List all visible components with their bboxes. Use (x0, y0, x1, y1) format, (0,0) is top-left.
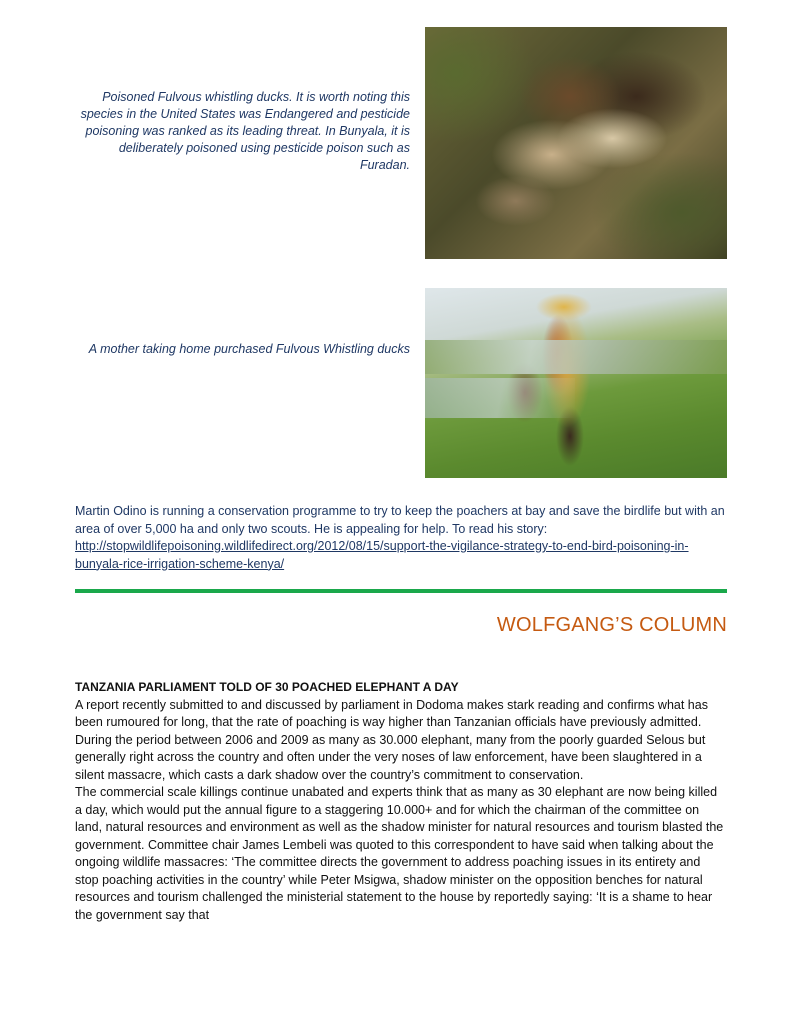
photo-caption-mother-with-ducks: A mother taking home purchased Fulvous Whistling ducks (88, 342, 410, 356)
intro-paragraph (75, 503, 727, 573)
article-headline: TANZANIA PARLIAMENT TOLD OF 30 POACHED ELEPHANT A DAY (75, 680, 459, 694)
article-paragraph: A report recently submitted to and discussed by parliament in Dodoma makes stark reading and confirms what has been rumoured for long, that the rate of poaching is way higher than Tanzanian officials have previously admitted. (75, 697, 708, 729)
article (75, 679, 727, 924)
intro-text: Martin Odino is running a conservation programme to try to keep the poachers at bay and save the birdlife but with an area of over 5,000 ha and only two scouts. He is appealing for help. To read his story: (75, 504, 725, 536)
section-divider (75, 589, 727, 593)
story-link[interactable]: http://stopwildlifepoisoning.wildlifedirect.org/2012/08/15/support-the-vigilance-strategy-to-end-bird-poisoning-in-bunyala-rice-irrigation-scheme-kenya/ (75, 539, 689, 571)
photo-mother-with-ducks (425, 288, 727, 478)
photo-caption-poisoned-ducks: Poisoned Fulvous whistling ducks. It is worth noting this species in the United States was Endangered and pesticide poisoning was ranked as its leading threat. In Bunyala, it is deliberately poisoned using pesticide poison such as Furadan. (80, 90, 410, 172)
article-paragraph: During the period between 2006 and 2009 as many as 30.000 elephant, many from the poorly guarded Selous but generally right across the country and often under the very noses of law enforcement, have been slaughtered in a silent massacre, which casts a dark shadow over the country’s commitment to conservation. (75, 732, 706, 782)
column-title: WOLFGANG’S COLUMN (496, 614, 727, 636)
article-paragraph: The commercial scale killings continue unabated and experts think that as many as 30 elephant are now being killed a day, which would put the annual figure to a staggering 10.000+ and for which the chairman of the committee on land, natural resources and environment as well as the shadow minister for natural resources and tourism blasted the government. Committee chair James Lembeli was quoted to this correspondent to have said when talking about the ongoing wildlife massacres: ‘The committee directs the government to address poaching issues in its entirety and stop poaching activities in the country’ while Peter Msigwa, shadow minister on the opposition benches for natural resources and tourism challenged the ministerial statement to the house by reportedly saying: ‘It is a shame to hear the government say that (75, 785, 724, 922)
photo-poisoned-ducks (425, 27, 727, 259)
